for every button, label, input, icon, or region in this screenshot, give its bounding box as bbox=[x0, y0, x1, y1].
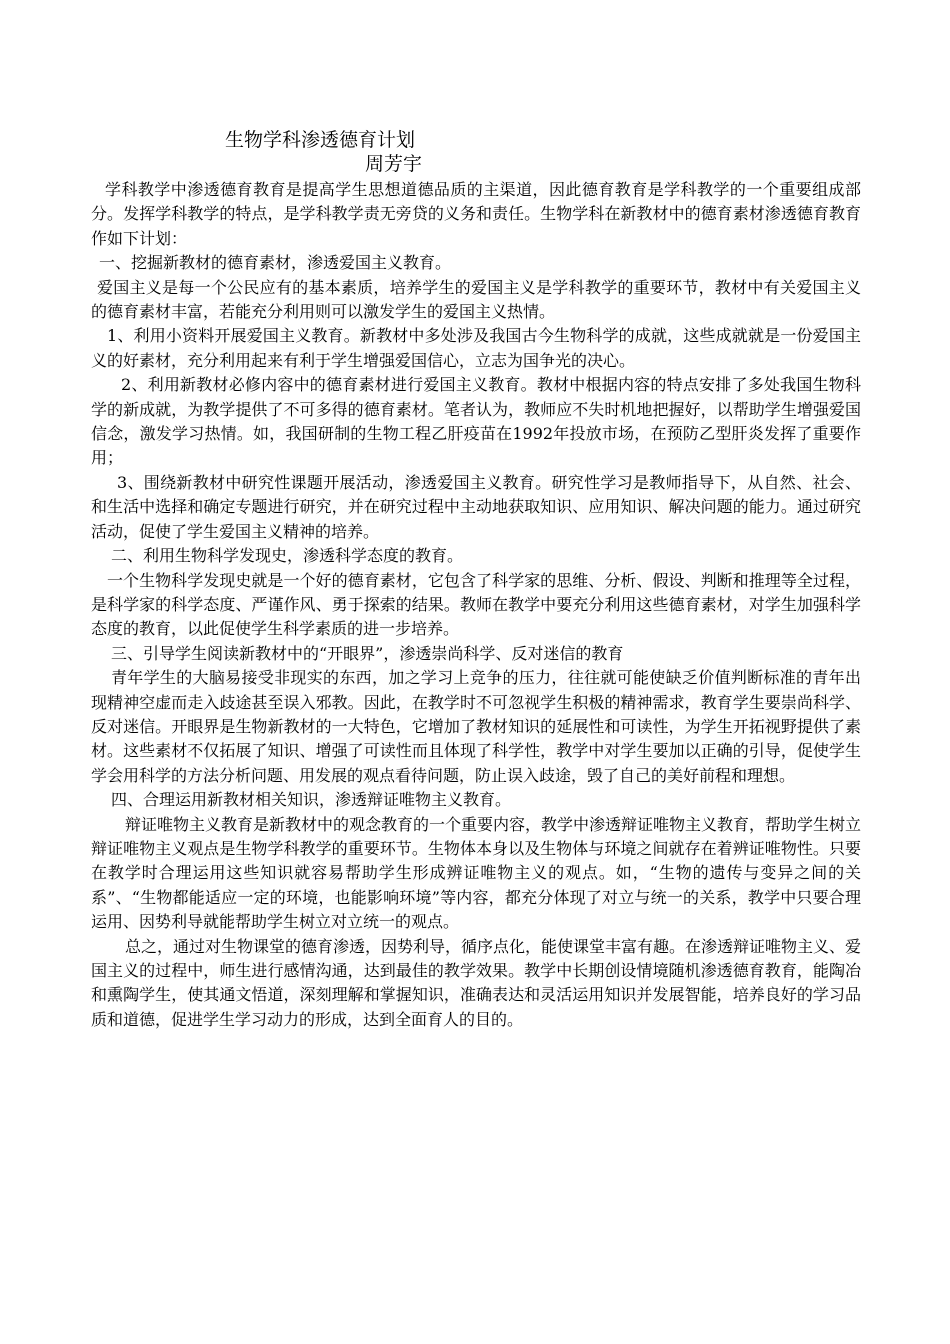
section-heading-2: 二、利用生物科学发现史，渗透科学态度的教育。 bbox=[111, 546, 464, 566]
document-author: 周芳宇 bbox=[365, 153, 423, 175]
document-body bbox=[91, 178, 861, 1032]
section-heading-1: 一、挖掘新教材的德育素材，渗透爱国主义教育。 bbox=[99, 253, 452, 273]
intro-paragraph: 学科教学中渗透德育教育是提高学生思想道德品质的主渠道，因此德育教育是学科教学的一个重要组成部分。发挥学科教学的特点，是学科教学责无旁贷的义务和责任。生物学科在新教材中的德育素材渗透德育教育作如下计划： bbox=[91, 180, 861, 248]
section-heading-3: 三、引导学生阅读新教材中的“开眼界”，渗透崇尚科学、反对迷信的教育 bbox=[111, 643, 624, 663]
paragraph: 爱国主义是每一个公民应有的基本素质，培养学生的爱国主义是学科教学的重要环节，教材中有关爱国主义的德育素材丰富，若能充分利用则可以激发学生的爱国主义热情。 bbox=[91, 277, 861, 322]
conclusion-paragraph: 总之，通过对生物课堂的德育渗透，因势利导，循序点化，能使课堂丰富有趣。在渗透辩证唯物主义、爱国主义的过程中，师生进行感情沟通，达到最佳的教学效果。教学中长期创设情境随机渗透德育教育，能陶冶和熏陶学生，使其通文悟道，深刻理解和掌握知识，准确表达和灵活运用知识并发展智能，培养良好的学习品质和道德，促进学生学习动力的形成，达到全面育人的目的。 bbox=[91, 936, 862, 1029]
list-item-1: 1、利用小资料开展爱国主义教育。新教材中多处涉及我国古今生物科学的成就，这些成就就是一份爱国主义的好素材，充分利用起来有利于学生增强爱国信心，立志为国争光的决心。 bbox=[91, 326, 861, 370]
document-title: 生物学科渗透德育计划 bbox=[225, 129, 416, 151]
paragraph: 一个生物科学发现史就是一个好的德育素材，它包含了科学家的思维、分析、假设、判断和推理等全过程，是科学家的科学态度、严谨作风、勇于探索的结果。教师在教学中要充分利用这些德育素材，对学生加强科学态度的教育，以此促使学生科学素质的进一步培养。 bbox=[91, 570, 861, 639]
list-item-3: 3、围绕新教材中研究性课题开展活动，渗透爱国主义教育。研究性学习是教师指导下，从自然、社会、和生活中选择和确定专题进行研究，并在研究过程中主动地获取知识、应用知识、解决问题的能力。通过研究活动，促使了学生爱国主义精神的培养。 bbox=[91, 472, 861, 541]
paragraph: 辩证唯物主义教育是新教材中的观念教育的一个重要内容，教学中渗透辩证唯物主义教育，帮助学生树立辩证唯物主义观点是生物学科教学的重要环节。生物体本身以及生物体与环境之间就存在着辨证唯物性。只要在教学时合理运用这些知识就容易帮助学生形成辨证唯物主义的观点。如，“生物的遗传与变异之间的关系”、“生物都能适应一定的环境，也能影响环境”等内容，都充分体现了对立与统一的关系，教学中只要合理运用、因势利导就能帮助学生树立对立统一的观点。 bbox=[91, 814, 862, 932]
section-heading-4: 四、合理运用新教材相关知识，渗透辩证唯物主义教育。 bbox=[111, 790, 512, 810]
list-item-2: 2、利用新教材必修内容中的德育素材进行爱国主义教育。教材中根据内容的特点安排了多处我国生物科学的新成就，为教学提供了不可多得的德育素材。笔者认为，教师应不失时机地把握好，以帮助学生增强爱国信念，激发学习热情。如，我国研制的生物工程乙肝疫苗在1992年投放市场，在预防乙型肝炎发挥了重要作用； bbox=[91, 375, 861, 468]
paragraph: 青年学生的大脑易接受非现实的东西，加之学习上竞争的压力，往往就可能使缺乏价值判断标准的青年出现精神空虚而走入歧途甚至误入邪教。因此，在教学时不可忽视学生积极的精神需求，教育学生要崇尚科学、反对迷信。开眼界是生物新教材的一大特色，它增加了教材知识的延展性和可读性，为学生开拓视野提供了素材。这些素材不仅拓展了知识、增强了可读性而且体现了科学性，教学中对学生要加以正确的引导，促使学生学会用科学的方法分析问题、用发展的观点看待问题，防止误入歧途，毁了自己的美好前程和理想。 bbox=[91, 668, 861, 785]
